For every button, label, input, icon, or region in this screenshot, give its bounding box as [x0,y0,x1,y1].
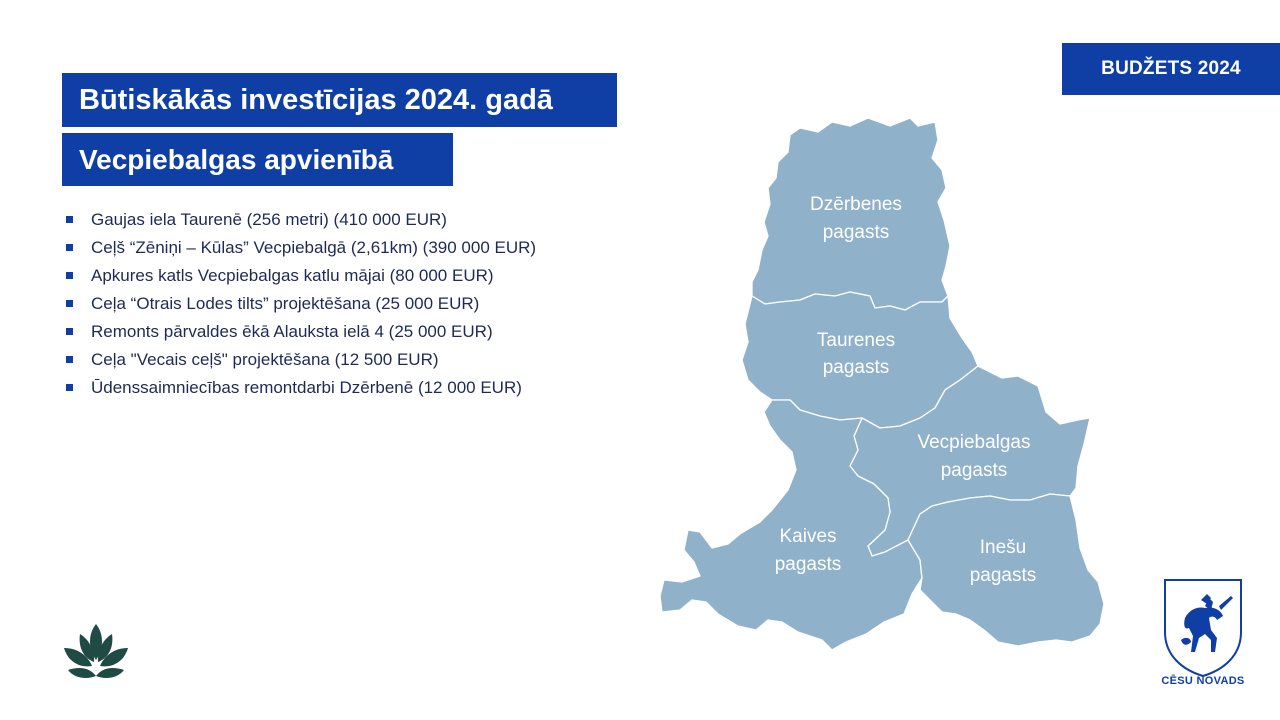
investment-item [66,233,536,261]
investment-text: Ceļa "Vecais ceļš" projektēšana (12 500 EUR) [91,349,439,369]
page-title [62,73,617,127]
investment-text: Apkures katls Vecpiebalgas katlu mājai (80 000 EUR) [91,265,494,285]
region-label-vecpiebalga: Vecpiebalgas [917,432,1031,453]
bullet-icon [66,272,73,279]
budget-badge-label: BUDŽETS 2024 [1101,58,1241,79]
investment-item [66,205,536,233]
region-label-vecpiebalga-suffix: pagasts [940,460,1008,481]
bullet-icon [66,216,73,223]
cesu-novads-logo-text: CĒSU NOVADS [1161,675,1245,687]
lotus-logo-icon [60,620,132,684]
bullet-icon [66,300,73,307]
page-title-text: Būtiskākās investīcijas 2024. gadā [79,83,553,116]
investment-text: Gaujas iela Taurenē (256 metri) (410 000 EUR) [91,209,447,229]
investment-item [66,289,536,317]
region-label-taurene: Taurenes [816,330,896,351]
region-label-dzerbene-suffix: pagasts [822,222,890,243]
investment-item [66,317,536,345]
region-label-inesi-suffix: pagasts [969,565,1037,586]
bullet-icon [66,356,73,363]
bullet-icon [66,244,73,251]
region-label-kaive-suffix: pagasts [774,554,842,575]
investment-item [66,261,536,289]
region-label-inesi: Inešu [979,537,1027,558]
region-label-dzerbene: Dzērbenes [810,194,902,215]
investment-text: Ceļš “Zēniņi – Kūlas” Vecpiebalgā (2,61km) (390 000 EUR) [91,237,537,257]
investment-text: Ceļa “Otrais Lodes tilts” projektēšana (25 000 EUR) [91,293,480,313]
region-label-taurene-suffix: pagasts [822,357,890,378]
budget-badge [1062,43,1280,95]
investment-text: Remonts pārvaldes ēkā Alauksta ielā 4 (25 000 EUR) [91,321,493,341]
page-subtitle-text: Vecpiebalgas apvienībā [79,143,394,175]
page-subtitle [62,133,453,186]
investment-list [66,205,536,401]
investment-item [66,345,536,373]
investment-text: Ūdenssaimniecības remontdarbi Dzērbenē (12 000 EUR) [91,377,522,397]
bullet-icon [66,384,73,391]
parish-map [640,110,1120,670]
region-label-kaive: Kaives [779,526,837,547]
investment-item [66,373,536,401]
bullet-icon [66,328,73,335]
